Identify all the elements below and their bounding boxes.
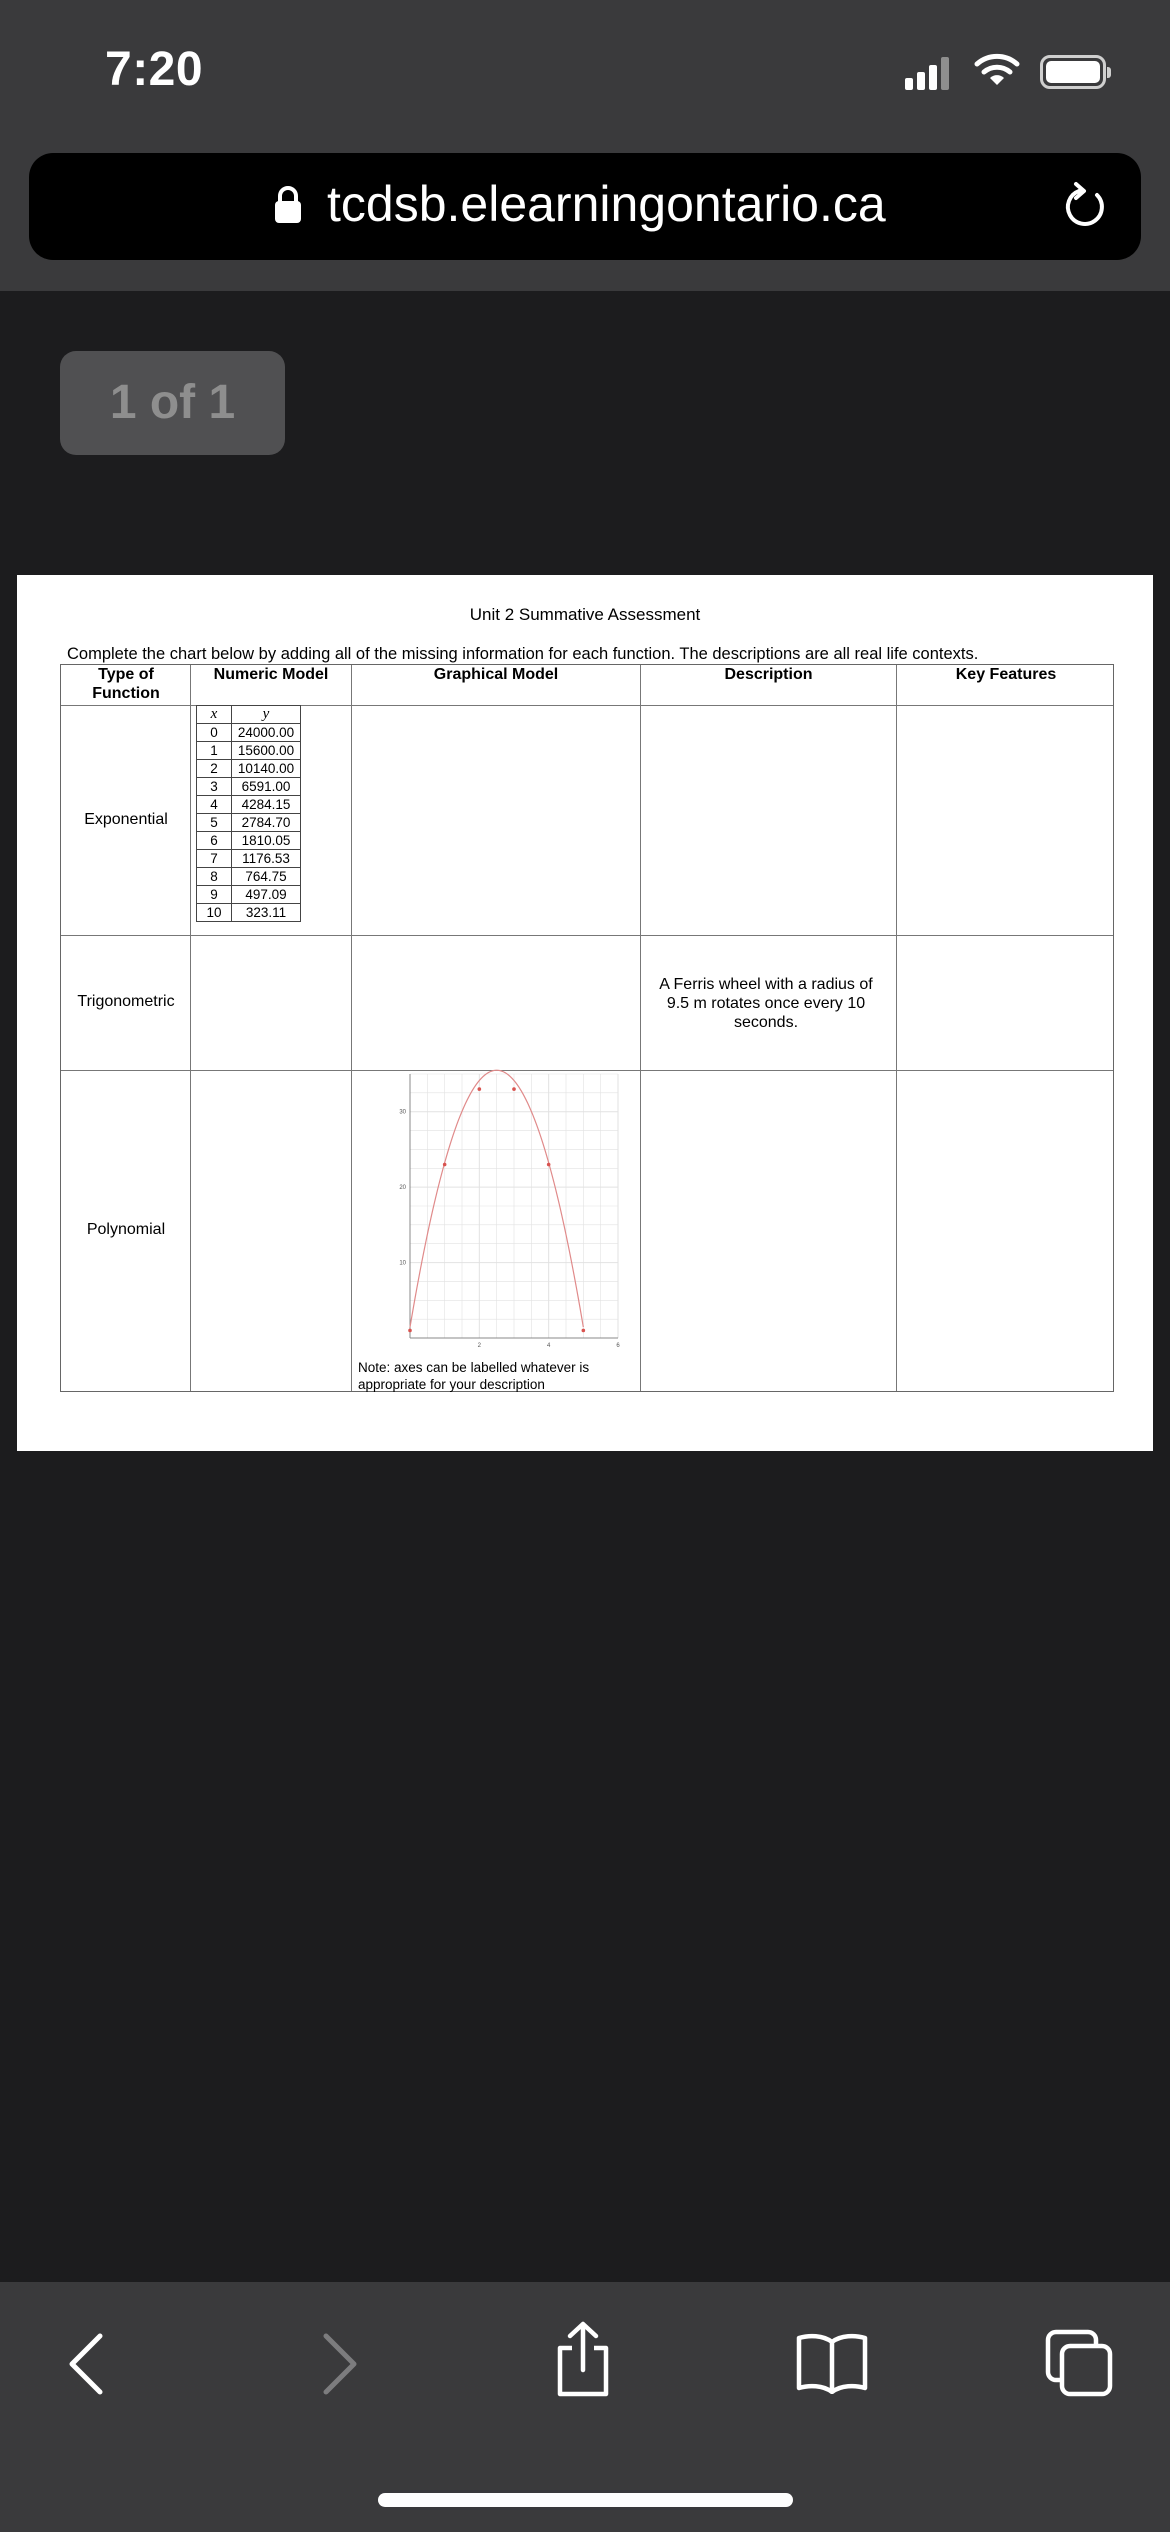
data-point xyxy=(512,1087,516,1091)
numeric-table-row xyxy=(197,868,301,886)
assessment-table xyxy=(60,664,1114,1392)
reload-icon[interactable] xyxy=(1059,181,1111,233)
numeric-x-cell: 2 xyxy=(197,760,232,778)
numeric-y-cell: 323.11 xyxy=(232,904,301,922)
document-title: Unit 2 Summative Assessment xyxy=(469,605,701,624)
header-type-of-function: Type of Function xyxy=(92,666,160,702)
numeric-table-row xyxy=(197,814,301,832)
numeric-y-cell: 24000.00 xyxy=(232,724,301,742)
numeric-table-row xyxy=(197,832,301,850)
x-tick-label: 6 xyxy=(616,1343,620,1349)
numeric-table-row xyxy=(197,850,301,868)
tabs-icon[interactable] xyxy=(1044,2328,1114,2398)
row-label-polynomial: Polynomial xyxy=(86,1221,166,1238)
numeric-y-cell: 4284.15 xyxy=(232,796,301,814)
numeric-y-cell: 497.09 xyxy=(232,886,301,904)
numeric-x-cell: 3 xyxy=(197,778,232,796)
x-tick-label: 4 xyxy=(546,1343,551,1349)
numeric-y-cell: 1810.05 xyxy=(232,832,301,850)
numeric-x-cell: 5 xyxy=(197,814,232,832)
forward-icon[interactable] xyxy=(314,2328,364,2398)
trigonometric-description: A Ferris wheel with a radius of 9.5 m rotates once every 10 seconds. xyxy=(659,976,873,1031)
polynomial-graph xyxy=(394,1068,624,1350)
status-time: 7:20 xyxy=(105,43,204,96)
back-icon[interactable] xyxy=(62,2328,112,2398)
y-tick-label: 20 xyxy=(399,1185,406,1192)
data-point xyxy=(408,1329,412,1333)
numeric-x-cell: 4 xyxy=(197,796,232,814)
numeric-x-cell: 8 xyxy=(197,868,232,886)
page-indicator: 1 of 1 xyxy=(60,351,285,455)
polynomial-note: Note: axes can be labelled whatever is appropriate for your description xyxy=(358,1360,590,1392)
x-tick-label: 2 xyxy=(477,1343,482,1349)
numeric-table-row xyxy=(197,742,301,760)
bookmarks-icon[interactable] xyxy=(795,2330,869,2394)
numeric-table-row xyxy=(197,760,301,778)
url-domain: tcdsb.elearningontario.ca xyxy=(327,176,886,232)
address-bar[interactable] xyxy=(29,153,1141,260)
numeric-y-header: y xyxy=(232,706,301,724)
battery-icon xyxy=(1040,55,1106,89)
numeric-table-row xyxy=(197,778,301,796)
numeric-x-cell: 6 xyxy=(197,832,232,850)
row-label-trigonometric: Trigonometric xyxy=(77,993,175,1010)
numeric-x-cell: 0 xyxy=(197,724,232,742)
numeric-table-row xyxy=(197,796,301,814)
numeric-x-cell: 7 xyxy=(197,850,232,868)
numeric-y-cell: 764.75 xyxy=(232,868,301,886)
browser-top-chrome xyxy=(0,0,1170,291)
cellular-signal-icon xyxy=(905,56,949,90)
share-icon[interactable] xyxy=(552,2320,614,2400)
header-description: Description xyxy=(724,666,813,683)
home-indicator[interactable] xyxy=(378,2493,793,2507)
numeric-x-cell: 1 xyxy=(197,742,232,760)
numeric-y-cell: 15600.00 xyxy=(232,742,301,760)
numeric-table-row xyxy=(197,886,301,904)
document-instructions: Complete the chart below by adding all of the missing information for each function. The descriptions are all real life contexts. xyxy=(67,645,979,663)
data-point xyxy=(547,1163,551,1167)
lock-icon xyxy=(273,185,303,225)
data-point xyxy=(443,1163,447,1167)
data-point xyxy=(582,1329,586,1333)
y-tick-label: 10 xyxy=(399,1260,406,1267)
wifi-icon xyxy=(974,52,1020,88)
numeric-table-row xyxy=(197,904,301,922)
exponential-numeric-table xyxy=(196,705,301,922)
row-label-exponential: Exponential xyxy=(84,811,168,828)
header-graphical-model: Graphical Model xyxy=(433,666,559,683)
y-tick-label: 30 xyxy=(399,1109,406,1116)
numeric-y-cell: 1176.53 xyxy=(232,850,301,868)
numeric-y-cell: 10140.00 xyxy=(232,760,301,778)
header-numeric-model: Numeric Model xyxy=(213,666,329,683)
numeric-y-cell: 6591.00 xyxy=(232,778,301,796)
numeric-x-cell: 10 xyxy=(197,904,232,922)
data-point xyxy=(478,1087,482,1091)
header-key-features: Key Features xyxy=(955,666,1057,683)
numeric-x-header: x xyxy=(197,706,232,724)
numeric-table-row xyxy=(197,724,301,742)
numeric-x-cell: 9 xyxy=(197,886,232,904)
document-page xyxy=(17,575,1153,1451)
numeric-y-cell: 2784.70 xyxy=(232,814,301,832)
